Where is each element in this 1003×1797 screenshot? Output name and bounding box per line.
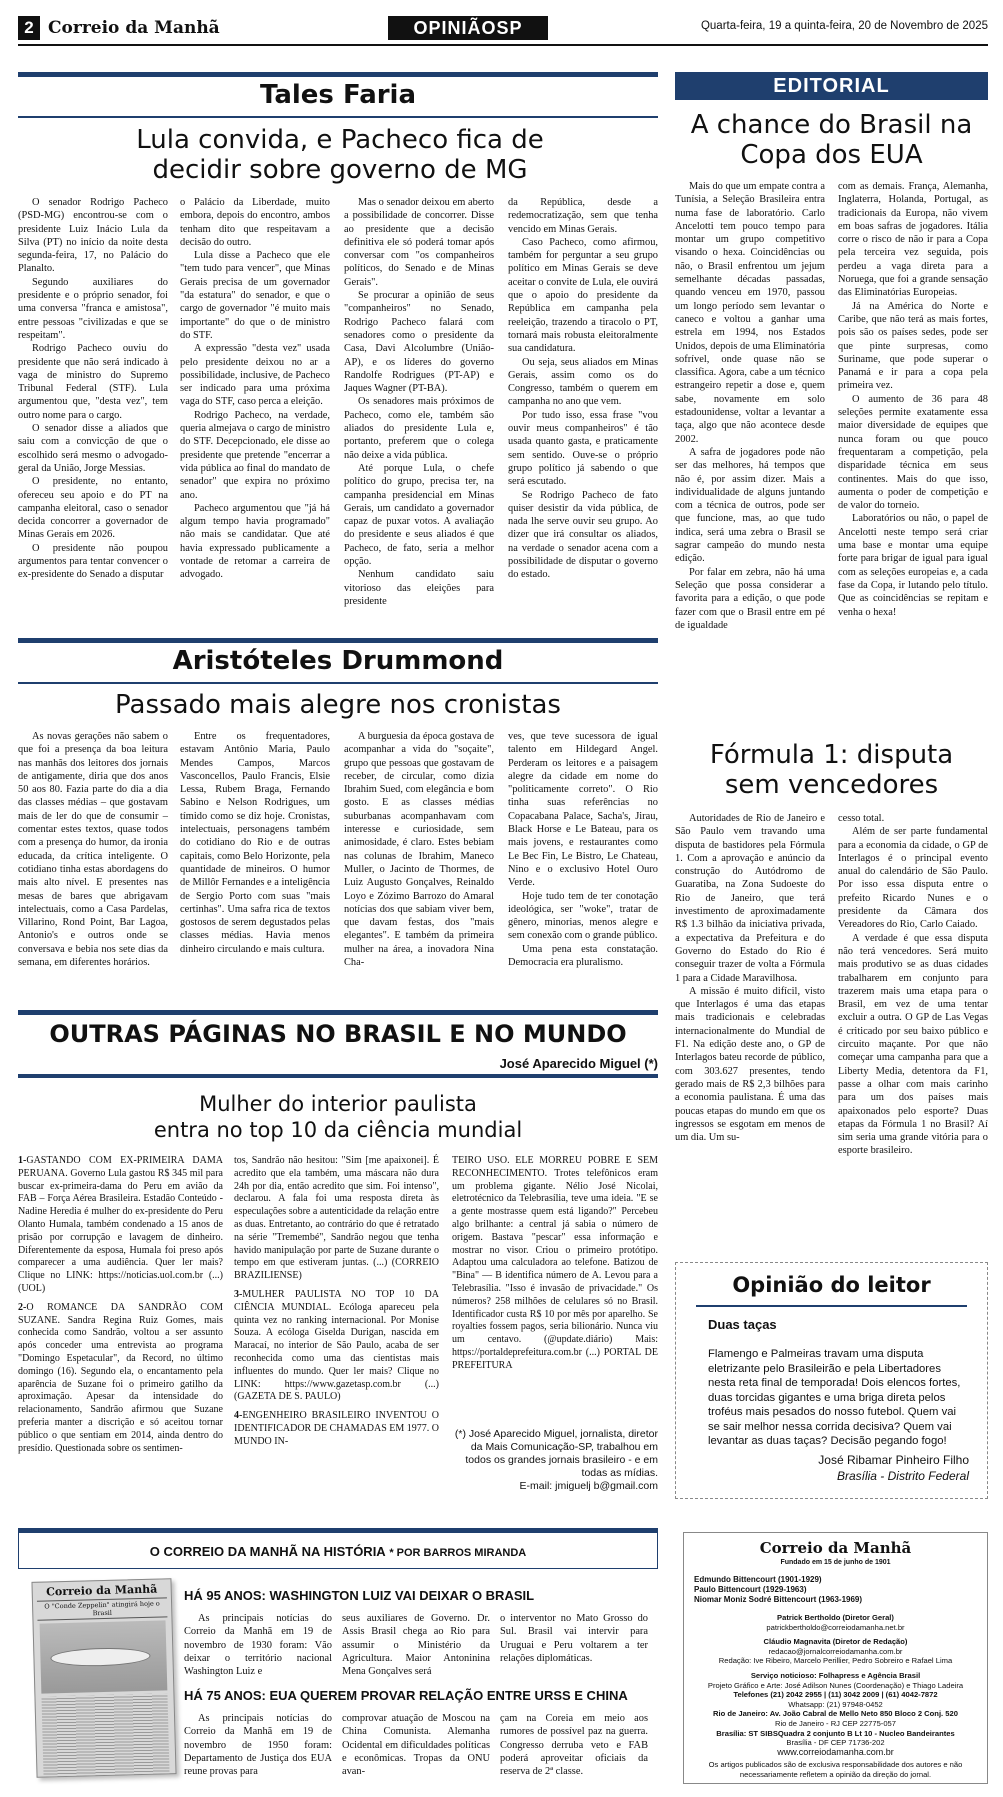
tales-col-1 (18, 196, 168, 582)
leitor-heading-rule (696, 1305, 967, 1307)
outras-title-2: entra no top 10 da ciência mundial (153, 1118, 523, 1142)
formula-col-2 (838, 812, 988, 1158)
outras-byline: José Aparecido Miguel (*) (499, 1056, 658, 1071)
expediente-staff (690, 1613, 981, 1780)
editorial-col-1 (675, 180, 825, 632)
paragraph: o Palácio da Liberdade, muito embora, depois do encontro, ambos tenham dito que respeitavam a decisão do outro. (180, 197, 330, 248)
leitor-place: Brasília - Distrito Federal (836, 1469, 969, 1483)
page-number: 2 (18, 16, 40, 40)
paragraph: A safra de jogadores pode não ser das melhores, há tempos que não é, por assim dizer. Mais a individualidade de alguns juntando com a técnica de outros, pode ser que funcione, mas, ao que tudo indica, será uma zebra o Brasil se sagrar campeão do mundo nesta edição. (675, 446, 825, 565)
paragraph: Por tudo isso, essa frase "vou ouvir meus companheiros" é tão usada quanto gasta, e praticamente sem sentido. Ouve-se o próprio grupo político já sabendo o que será escutado. (508, 409, 658, 488)
director-email[interactable]: patrickbertholdo@correiodamanha.net.br (766, 1622, 905, 1632)
whatsapp: Whatsapp: (21) 97948-0452 (788, 1699, 883, 1709)
paragraph: Os senadores mais próximos de Pacheco, como ele, também são aliados do presidente Lula e, portanto, preferem que o colega não deixe a vida pública. (344, 396, 494, 461)
item-headline: MULHER PAULISTA NO TOP 10 DA CIÊNCIA MUNDIAL. (234, 1288, 439, 1313)
tales-col-3 (344, 196, 494, 608)
historia-item-1-col-3: o interventor no Mato Grosso do Sul. Brasil vai intervir para Uruguai e Peru voltarem a ter relações diplomáticas. (500, 1613, 648, 1664)
paragraph: O senador Rodrigo Pacheco (PSD-MG) encontrou-se com o presidente Luiz Inácio Lula da Silva (PT) no início da noite desta segunda-feira, 17, no Palácio do Planalto. (18, 197, 168, 275)
item-number: 4- (234, 1410, 243, 1422)
outras-col-3 (452, 1155, 658, 1373)
paragraph: Já na América do Norte e Caribe, que não terá as mais fortes, pois são os países sedes, pode ser que pinte surpresas, como Suriname, que pode superar o Panamá e ir para a copa pela primeira vez. (838, 300, 988, 392)
item-headline: ENGENHEIRO BRASILEIRO INVENTOU O IDENTIFICADOR DE CHAMADAS EM 1977. O MUNDO IN- (234, 1410, 439, 1447)
expediente-founders (694, 1575, 979, 1605)
editorial-title: A chance do Brasil na Copa dos EUA (690, 110, 973, 170)
expediente-founded: Fundado em 15 de junho de 1901 (780, 1559, 891, 1566)
brasilia-address: Brasília: ST SIBSQuadra 2 conjunto B Lt 10 - Nucleo Bandeirantes (716, 1728, 955, 1738)
tales-col-2 (180, 196, 330, 582)
paragraph: cesso total. (838, 813, 885, 824)
clip-headline: O "Conde Zeppelin" atingirá hoje o Brasil (37, 1597, 167, 1620)
historia-item-2-col-1: As principais notícias do Correio da Manhã em 19 de novembro de 1950 foram: Departamento de Justiça dos EUA reune provas para (184, 1713, 332, 1778)
paragraph: Entre os frequentadores, estavam Antônio Maria, Paulo Mendes Campos, Marcos Vasconcellos, Paulo Francis, Elsie Lessa, Rubem Braga, Fernando Sabino e Nelson Rodrigues, um tímido como se diz hoje. Cronistas, intelectuais, personagens também do cotidiano do Rio e de outras capitais, como Belo Horizonte, pela quantidade de mineiros. O humor de Millôr Fernandes e a inteligência de Sergio Porto com suas "mais certinhas". Uma safra rica de textos gostosos de serem degustados pelas classes médias. Havia menos dinheiro circulando e mais cultura. (180, 731, 330, 955)
leitor-box (675, 1262, 988, 1499)
paragraph: Rodrigo Pacheco ouviu do presidente que não será indicado à vaga de ministro do Supremo Tribunal Federal (STF). Lula argumentou que, "desta vez", tem outro nome para o cargo. (18, 343, 168, 421)
historia-heading (18, 1544, 658, 1559)
item-number: 1- (18, 1155, 27, 1166)
historia-title: O CORREIO DA MANHÃ NA HISTÓRIA (149, 1544, 386, 1559)
item-headline: O ROMANCE DA SANDRÃO COM SUZANE. (18, 1301, 223, 1326)
aristoteles-author: Aristóteles Drummond (172, 646, 504, 676)
clip-paper-name: Correio da Manhã (45, 1582, 158, 1599)
outras-item-4 (234, 1410, 439, 1448)
page-header (18, 16, 988, 42)
item-headline: GASTANDO COM EX-PRIMEIRA DAMA PERUANA. (18, 1155, 223, 1179)
paragraph: Até porque Lula, o chefe político do grupo, precisa ter, na campanha presidencial em Minas Gerais, um candidato a governador capaz de puxar votos. A avaliação do presidente e seus aliados é que Pacheco, de fato, seria a melhor opção. (344, 462, 494, 568)
footnote-text: (*) José Aparecido Miguel, jornalista, diretor da Mais Comunicação-SP, trabalhou em todos os grandes jornais brasileiro - e em todas as mídias. (454, 1428, 658, 1479)
editorial-col-2 (838, 180, 988, 619)
footnote-email[interactable]: E-mail: jmiguelj b@gmail.com (519, 1480, 658, 1492)
zeppelin-shape (50, 1647, 150, 1668)
paragraph: Ou seja, seus aliados em Minas Gerais, assim como os do Congresso, também o querem em campanha no ano que vem. (508, 356, 658, 408)
aristoteles-col-1 (18, 730, 168, 969)
header-rule (18, 44, 988, 46)
paragraph: A missão é muito difícil, visto que Interlagos é uma das etapas mais tradicionais e celebradas internacionalmente do Mundial de F1. Na edição deste ano, o GP de Interlagos bateu recorde de público, com 303.627 presentes, tendo gerado mais de R$ 2,3 bilhões para a economia paulistana. É uma das poucas etapas do mundo em que os ingressos se esgotam em menos de um dia. Um su- (675, 985, 825, 1144)
founder: Niomar Moniz Sodré Bittencourt (1963-1969) (694, 1595, 863, 1604)
paragraph: As novas gerações não sabem o que foi a presença da boa leitura nas manhãs dos leitores dos jornais de antigamente, diria que dos anos 50 aos 80. Fazia parte do dia a dia das classes médias – que gostavam mais de ler do que de consumir – comentar estes textos, quase todos com a presença do humor, da ironia educada, da crítica inteligente. O cotidiano tinha estas abordagens do mais alto nível. E presentes nas mesas de bares que abrigavam intelectuais, como a Casa Pardelas, Villarino, Rond Point, Bar Lagoa, Antonio's e outros onde se conversava e bebia nos sete dias da semana, em diferentes horários. (18, 731, 168, 969)
historia-clipping-image (31, 1578, 176, 1778)
aristoteles-col-3 (344, 730, 494, 969)
leitor-subtitle: Duas taças (708, 1317, 777, 1332)
paragraph: Lula disse a Pacheco que ele "tem tudo para vencer", que Minas Gerais precisa de um governador "da estatura" do senador, e que o cargo de governador "é muito mais importante" do que o de ministro do STF. (180, 250, 330, 341)
outras-divider (18, 1074, 658, 1078)
paragraph: Caso Pacheco, como afirmou, também for perguntar a seu grupo político em Minas Gerais se deve aceitar o convite de Lula, ele ouvirá que o apoio do presidente da República em campanha pela reeleição, trazendo a tiracolo o PT, tornará mais robusta eleitoralmente sua candidatura. (508, 236, 658, 355)
aristoteles-top-bar (18, 638, 658, 643)
formula-col-1 (675, 812, 825, 1144)
outras-top-bar (18, 1010, 658, 1015)
paragraph: O aumento de 36 para 48 seleções permite exatamente essa maior diversidade de equipes que nunca foram ou que pouco frequentaram a competição, pela disparidade técnica em seus continentes. Mais do que isso, aumenta o poder de competição e de valor do torneio. (838, 393, 988, 512)
tales-top-bar (18, 72, 658, 77)
paragraph: A verdade é que essa disputa não terá vencedores. Será muito mais produtivo se as duas cidades trabalharem em conjunto para trazerem mais uma etapa para o Brasil, em vez de uma tentar excluir a outra. O GP de Las Vegas é criticado por seu baixo público e circuito maçante. Por que não começar uma campanha para que a Liberty Media, detentora da F1, passe a olhar com mais carinho para um dos países mais apaixonados pelo esporte? Duas etapas da Fórmula 1 no Brasil? Aí sim seria uma grande vitória para o esporte brasileiro. (838, 932, 988, 1157)
paper-name: Correio da Manhã (48, 18, 220, 38)
paragraph: Se procurar a opinião de seus "companheiros" no Senado, Rodrigo Pacheco falará com senadores como o presidente da Casa, Davi Alcolumbre (União-AP), e os líderes do governo Randolfe Rodrigues (PT-AP) e Jaques Wagner (PT-BA). (344, 290, 494, 395)
outras-item-2 (18, 1302, 223, 1456)
outras-item-2-cont (234, 1155, 439, 1283)
founder: Edmundo Bittencourt (1901-1929) (694, 1575, 822, 1584)
disclaimer: Os artigos publicados são de exclusiva responsabilidade dos autores e não necessariamente refletem a opinião da direção do jornal. (708, 1760, 963, 1779)
historia-box (18, 1528, 658, 1783)
redacao-director: Cláudio Magnavita (Diretor de Redação) (763, 1637, 908, 1647)
historia-item-1-col-2: seus auxiliares de Governo. Dr. Assis Brasil chega ao Rio para assumir o Ministério da Agricultura. Maior Antoninina Mena Gonçalves será (342, 1613, 490, 1678)
outras-item-3 (234, 1289, 439, 1404)
paragraph: Mais do que um empate contra a Tunísia, a Seleção Brasileira entra numa fase de laboratório. Carlo Ancelotti tem pouco tempo para montar um grupo competitivo visando o hexa. Coincidências ou não, o Brasil enfrentou um jejum semelhante décadas passadas, quando venceu em 1970, passou um longo período sem levantar o caneco e voltou a ganhar uma estrela em 1994, nos Estados Unidos, depois de uma Eliminatória sofrível, onde quase não se classifica. Agora, cabe a um técnico estrangeiro repetir a dose e, quem sabe, novamente em solo estadounidense, voltar a levantar a taça, algo que não acontece desde 2002. (675, 181, 825, 445)
paragraph: Laboratórios ou não, o papel de Ancelotti neste tempo será criar uma base e montar uma equipe forte para brigar de igual para igual com as seleções europeias e, a cada fase da Copa, ir lutando pelo título. Que as coincidências se repitam e venha o hexa! (838, 513, 988, 618)
formula-title: Fórmula 1: disputa sem vencedores (709, 740, 954, 800)
paragraph: ves, que teve sucessora de igual talento em Hildegard Angel. Perderam os leitores e a paisagem alegre da cidade em nome do "politicamente correto". O Rio tinha suas referências no Copacabana Palace, Sacha's, Jirau, Black Horse e Le Bateau, para os mais jovens, e restaurantes como Le Bec Fin, Le Bistro, Le Chateau, Nino e o exclusivo Hotel Ouro Verde. (508, 731, 658, 889)
aristoteles-col-4 (508, 730, 658, 969)
paragraph: Rodrigo Pacheco, na verdade, queria almejava o cargo de ministro do STF. Decepcionado, ele disse ao presidente que pretende "encerrar a vida pública ao final do mandato de senador" que expira no próximo ano. (180, 409, 330, 501)
outras-footnote (452, 1428, 658, 1493)
tales-col-4 (508, 196, 658, 582)
paragraph: A expressão "desta vez" usada pelo presidente deixou no ar a possibilidade, inclusive, de Pacheco ser indicado para uma próxima vaga do STF, caso perca a eleição. (180, 343, 330, 408)
section-label: OPINIÃOSP (388, 16, 548, 40)
clip-photo (40, 1620, 168, 1693)
outras-heading: OUTRAS PÁGINAS NO BRASIL E NO MUNDO (49, 1020, 627, 1048)
redacao-email[interactable]: redacao@jornalcorreiodamanha.com.br (768, 1646, 903, 1656)
redacao-team: Redação: Ive Ribeiro, Marcelo Perillier, Pedro Sobreiro e Rafael Lima (718, 1656, 953, 1666)
servico: Serviço noticioso: Folhapress e Agência Brasil (750, 1670, 921, 1680)
paragraph: Por falar em zebra, não há uma Seleção que possa considerar a favorita para a edição, o que pode fazer com que o Brasil entre em pé de igualdade (675, 566, 825, 631)
historia-item-1-col-1: As principais notícias do Correio da Manhã em 19 de novembro de 1930 foram: Vão deixar o território nacional Washington Luiz e (184, 1613, 332, 1678)
historia-item-2-title: HÁ 75 ANOS: EUA QUEREM PROVAR RELAÇÃO ENTRE URSS E CHINA (184, 1688, 628, 1703)
item-number: 3- (234, 1288, 243, 1300)
tales-title: Lula convida, e Pacheco fica de decidir sobre governo de MG (136, 125, 544, 185)
paragraph: O presidente, no entanto, ofereceu seu apoio e do PT na campanha eleitoral, caso o senador decida concorrer a governador de Minas Gerais em 2026. (18, 476, 168, 541)
paragraph: O presidente não poupou argumentos para tentar convencer o ex-presidente do Senado a disputar (18, 542, 168, 581)
aristoteles-title: Passado mais alegre nos cronistas (115, 690, 561, 720)
founder: Paulo Bittencourt (1929-1963) (694, 1585, 807, 1594)
tales-divider (18, 116, 658, 118)
leitor-text: Flamengo e Palmeiras travam uma disputa eletrizante pelo Brasileirão e pela Libertadores nesta reta final de temporada! Dois elencos fortes, duas torcidas gigantes e uma briga direta pelos troféus mais pesados do nosso futebol. Quem vai se sair melhor nessa corrida decisiva? Quem vai levantar as duas taças? Decisão pegando fogo! (708, 1348, 961, 1447)
telefones: Telefones (21) 2042 2955 | (11) 3042 2009 | (61) 4042-7872 (733, 1690, 938, 1700)
historia-item-1-title: HÁ 95 ANOS: WASHINGTON LUIZ VAI DEIXAR O BRASIL (184, 1588, 535, 1603)
director: Patrick Bertholdo (Diretor Geral) (777, 1613, 894, 1622)
projeto: Projeto Gráfico e Arte: José Adilson Nunes (Coordenação) e Thiago Ladeira (707, 1680, 964, 1690)
expediente-logo: Correio da Manhã (759, 1539, 912, 1557)
clip-text (41, 1693, 169, 1777)
brasilia-cep: Brasília - DF CEP 71736-202 (786, 1738, 885, 1748)
paragraph: Pacheco argumentou que "já há algum tempo havia programado" não mais se candidatar. Que até havia expressado publicamente a vontade de retomar a carreira de advogado. (180, 502, 330, 581)
editorial-label: EDITORIAL (675, 72, 988, 100)
historia-byline: * POR BARROS MIRANDA (389, 1547, 527, 1559)
expediente-box (683, 1532, 988, 1784)
aristoteles-col-2 (180, 730, 330, 956)
paragraph: da República, desde a redemocratização, sem que tenha vencido em Minas Gerais. (508, 197, 658, 235)
item-body: Ecóloga apareceu pela quinta vez no ranking internacional. Por Monise Souza. A ecóloga Giselda Durigan, nascida em Maracaí, no interior de São Paulo, acaba de ser reconhecida como uma das cientistas mais influentes do mundo. Quer ler mais? Clique no LINK: https://www.gazetasp.com.br (...) (GAZETA DE S. PAULO) (234, 1301, 439, 1403)
historia-item-2-col-3: çam na Coreia em meio aos rumores de possível paz na guerra. Congresso derruba veto e FAB poderá aproveitar oficiais da reserva de 2ª classe. (500, 1713, 648, 1778)
rio-cep: Rio de Janeiro - RJ CEP 22775-057 (774, 1718, 896, 1728)
historia-item-2-col-2: comprovar atuação de Moscou na China Comunista. Alemanha Ocidental em dificuldades políticas e econômicas. Tropas da ONU avan- (342, 1713, 490, 1778)
item-body: Governo Lula gastou R$ 345 mil para buscar ex-primeira-dama do Peru em avião da FAB – Força Aérea Brasileira. Estadão Conteúdo - Nadine Heredia é mulher do ex-presidente do Peru Olanto Humala, também condenado a 15 anos de prisão por corrupção e lavagem de dinheiro. Diferentemente da esposa, Humala foi preso após comparecer a uma audiência. Quer ler mais? Clique no LINK: https://noticias.uol.com.br (...) (UOL) (18, 1167, 223, 1294)
rio-address: Rio de Janeiro: Av. João Cabral de Mello Neto 850 Bloco 2 Conj. 520 (713, 1709, 958, 1719)
paragraph: O senador disse a aliados que saiu com a convicção de que o escolhido será mesmo o advogado-geral da União, Jorge Messias. (18, 423, 168, 474)
site-link[interactable]: www.correiodamanha.com.br (777, 1746, 894, 1757)
outras-item-1 (18, 1155, 223, 1296)
header-date: Quarta-feira, 19 a quinta-feira, 20 de Novembro de 2025 (700, 20, 988, 32)
paragraph: com as demais. França, Alemanha, Inglaterra, Holanda, Portugal, as tradicionais da Europa, não vivem em boas safras de jogadores. Itália corre o risco de não ir para a Copa pela terceira vez seguida, pois perdeu a vaga direta para a Noruega, que foi a grande sensação das Eliminatórias Europeias. (838, 181, 988, 299)
aristoteles-divider (18, 682, 658, 684)
outras-col-1 (18, 1155, 223, 1455)
item-body: tos, Sandrão não hesitou: "Sim [me apaixonei]. É acredito que ela também, uma máscara não dura 24h por dia, então acredito que sim. Foi intenso", declarou. A fala foi uma resposta direta às especulações sobre a autenticidade da relação entre as duas. Entretanto, ao contrário do que é retratado na série "Tremembé", Sandrão negou que tenha havido manipulação por parte de Suzane durante o tempo em que estiveram juntas. (...) (CORREIO BRAZILIENSE) (234, 1155, 439, 1282)
paragraph: Se Rodrigo Pacheco de fato quiser desistir da vida pública, de nada lhe serve ouvir seu grupo. Ao dizer que irá consultar os aliados, na verdade o senador acena com a possibilidade de disputar o governo do estado. (508, 489, 658, 581)
paragraph: Autoridades de Rio de Janeiro e São Paulo vem travando uma disputa de bastidores pela Fórmula 1. Com a aprovação e anúncio da construção do Autódromo de Guaratiba, na Zona Sudoeste do Rio de Janeiro, que terá investimento de aproximadamente R$ 1.3 bilhão da iniciativa privada, a expectativa da Prefeitura e do Governo do Estado do Rio é conseguir trazer de volta a Fórmula 1 para a Cidade Maravilhosa. (675, 813, 825, 984)
paragraph: Mas o senador deixou em aberto a possibilidade de concorrer. Disse ao presidente que a decisão definitiva ele só poderá tomar após conversar com "os companheiros políticos, do Senado e de Minas Gerais". (344, 197, 494, 288)
paragraph: Além de ser parte fundamental para a economia da cidade, o GP de Interlagos é o principal evento anual do calendário de São Paulo. Por isso essa disputa entre o prefeito Ricardo Nunes e o presidente da Câmara dos Vereadores do Rio, Carlo Caiado. (838, 826, 988, 931)
tales-author: Tales Faria (259, 80, 417, 110)
outras-col-2 (234, 1155, 439, 1449)
item-number: 2- (18, 1301, 27, 1313)
paragraph: Segundo auxiliares do presidente e o próprio senador, foi uma conversa "franca e amistosa", entre pessoas "civilizadas e que se respeitam". (18, 276, 168, 341)
outras-item-4-cont: TEIRO USO. ELE MORREU POBRE E SEM RECONHECIMENTO. Trotes telefônicos eram um problema gigante. Nélio José Nicolai, eletrotécnico da Telebrasília, teve uma ideia. "E se a gente mostrasse quem está ligando?" Percebeu algo brilhante: a central já sabia o número de origem. Bastava "pescar" essa informação e mostrar no visor. Criou o primeiro protótipo. Adaptou uma calculadora ao telefone. Batizou de "Bina" — B identifica número de A. Levou para a Telebrasília. "Isso é invasão de privacidade." Os números? 258 milhões de celulares só no Brasil. Identificador custa R$ 10 por mês por aparelho. Se royalties fossem pagos, seria bilionário. Nunca viu um centavo. (@update.diário) Mais: https://portaldeprefeitura.com.br (...) PORTAL DE PREFEITURA (452, 1155, 658, 1371)
outras-title-1: Mulher do interior paulista (199, 1092, 477, 1116)
paragraph: Nenhum candidato saiu vitorioso das eleições para presidente (344, 569, 494, 607)
item-body: Sandra Regina Ruiz Gomes, mais conhecida como Sandrão, voltou a ser assunto após conceder uma entrevista ao programa "Domingo Espetacular", da Record, no último domingo (16). Segundo ela, o encantamento pela aparência de Suzane foi o primeiro gatilho da aproximação. Apesar da intensidade do relacionamento, Sandrão afirmou que Suzane preferia manter a discrição e só aceitou tornar público o que sentiam em 2014, ainda dentro do presídio. Questionada sobre os sentimen- (18, 1314, 223, 1454)
leitor-author: José Ribamar Pinheiro Filho (818, 1453, 969, 1467)
leitor-heading: Opinião do leitor (732, 1273, 931, 1297)
paragraph: Uma pena esta constatação. Democracia era pluralismo. (508, 943, 658, 969)
paragraph: Hoje tudo tem de ter conotação ideológica, ser "woke", tratar de gênero, minorias, menos alegre e sem conexão com o grande público. (508, 890, 658, 942)
paragraph: A burguesia da época gostava de acompanhar a vida do "soçaite", grupo que pessoas que gostavam de receber, de circular, como dizia Ibrahim Sued, com elegância e bom gosto. E as classes médias suburbanas acompanhavam com interesse e curiosidade, sem animosidade, é claro. Estes bebiam nas colunas de Ibrahim, Maneco Muller, o Jacinto de Thormes, de Luiz Augusto Gonçalves, Reinaldo Loyo e Zózimo Barrozo do Amaral notícias dos que sabiam viver bem, que davam festas, dos "mais elegantes". E também da primeira mulher na área, a inovadora Nina Cha- (344, 731, 494, 969)
